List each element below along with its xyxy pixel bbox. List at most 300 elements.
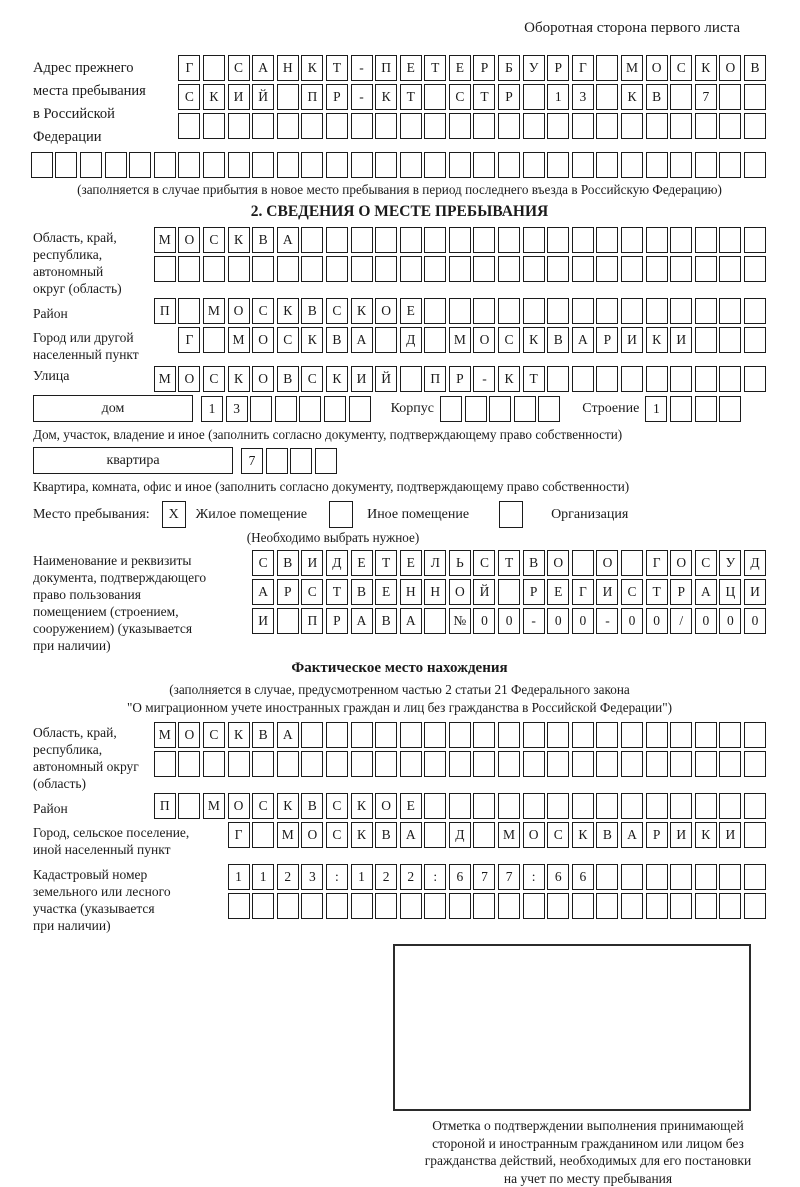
form-cell — [621, 893, 643, 919]
mesto-line — [33, 501, 766, 528]
form-cell — [277, 608, 299, 634]
form-cell — [473, 751, 495, 777]
form-cell — [523, 227, 545, 253]
gorod-label — [33, 327, 178, 363]
form-cell: К — [277, 298, 299, 324]
form-cell — [670, 864, 692, 890]
form-cell: В — [326, 327, 348, 353]
form-cell — [695, 864, 717, 890]
form-cell — [375, 751, 397, 777]
form-cell — [744, 822, 766, 848]
form-cell — [695, 298, 717, 324]
form-cell — [572, 793, 594, 819]
form-cell — [315, 448, 337, 474]
form-cell — [351, 113, 373, 139]
form-cell: Е — [375, 579, 397, 605]
form-cell — [449, 751, 471, 777]
form-cell — [326, 113, 348, 139]
gorod-block — [33, 327, 766, 363]
form-cell — [301, 152, 323, 178]
form-cell: К — [326, 366, 348, 392]
form-cell — [646, 298, 668, 324]
form-cell: К — [301, 55, 323, 81]
form-cell: Т — [400, 84, 422, 110]
form-cell: Т — [523, 366, 545, 392]
form-cell: И — [596, 579, 618, 605]
form-cell: Е — [351, 550, 373, 576]
form-cell — [252, 751, 274, 777]
form-cell: Г — [178, 327, 200, 353]
form-cell — [275, 396, 297, 422]
form-page — [33, 20, 766, 1187]
form-cell: А — [277, 227, 299, 253]
form-cell: В — [523, 550, 545, 576]
form-cell — [646, 793, 668, 819]
form-cell: О — [301, 822, 323, 848]
form-cell — [277, 113, 299, 139]
form-cell: И — [744, 579, 766, 605]
form-cell: С — [498, 327, 520, 353]
form-cell: Р — [449, 366, 471, 392]
form-cell: О — [473, 327, 495, 353]
form-cell: И — [301, 550, 323, 576]
fact-oblast-label — [33, 722, 154, 817]
form-cell: В — [596, 822, 618, 848]
form-cell — [498, 152, 520, 178]
form-cell — [55, 152, 77, 178]
form-cell — [351, 227, 373, 253]
stamp-caption — [373, 1117, 800, 1187]
form-cell: А — [621, 822, 643, 848]
form-cell: 0 — [621, 608, 643, 634]
form-cell: В — [375, 822, 397, 848]
form-cell — [719, 751, 741, 777]
form-cell: Т — [646, 579, 668, 605]
form-cell — [596, 152, 618, 178]
form-cell: О — [178, 366, 200, 392]
form-cell — [326, 751, 348, 777]
form-cell: М — [277, 822, 299, 848]
form-cell: Й — [375, 366, 397, 392]
form-cell: А — [400, 822, 422, 848]
document-row-2 — [252, 579, 766, 605]
form-cell: П — [375, 55, 397, 81]
form-cell — [266, 448, 288, 474]
form-cell: А — [277, 722, 299, 748]
form-cell — [252, 822, 274, 848]
form-cell: Г — [572, 55, 594, 81]
form-cell: О — [252, 327, 274, 353]
section3-title: Фактическое место нахождения — [33, 660, 766, 677]
form-cell — [719, 256, 741, 282]
form-cell — [473, 822, 495, 848]
form-cell: С — [449, 84, 471, 110]
form-cell — [695, 113, 717, 139]
form-cell — [178, 298, 200, 324]
form-cell — [375, 152, 397, 178]
caption-line: Отметка о подтверждении выполнения принимающей — [373, 1117, 800, 1135]
form-cell — [351, 722, 373, 748]
form-cell: О — [228, 793, 250, 819]
caption-line: на учет по месту пребывания — [373, 1170, 800, 1187]
form-cell — [670, 256, 692, 282]
form-cell — [596, 366, 618, 392]
form-cell — [646, 864, 668, 890]
form-cell — [301, 751, 323, 777]
prev-address-block — [33, 55, 766, 149]
form-cell — [695, 366, 717, 392]
form-cell — [621, 227, 643, 253]
mesto-opt2-label: Иное помещение — [367, 507, 469, 523]
ulitsa-row — [154, 366, 766, 392]
gorod-row — [178, 327, 766, 353]
kvartira-cells — [241, 448, 337, 474]
fact-oblast-raion-block — [33, 722, 766, 819]
form-cell — [228, 256, 250, 282]
stamp-box — [393, 944, 751, 1111]
form-cell: 0 — [744, 608, 766, 634]
form-cell: С — [695, 550, 717, 576]
form-cell: В — [744, 55, 766, 81]
form-cell: И — [252, 608, 274, 634]
form-cell: Ц — [719, 579, 741, 605]
label-line: населенный пункт — [33, 346, 178, 363]
form-cell — [498, 722, 520, 748]
form-cell: К — [523, 327, 545, 353]
document-row-3 — [252, 608, 766, 634]
form-cell — [670, 751, 692, 777]
form-cell — [547, 256, 569, 282]
form-cell: 1 — [252, 864, 274, 890]
form-cell — [154, 751, 176, 777]
form-cell — [621, 550, 643, 576]
form-cell — [572, 227, 594, 253]
form-cell: М — [498, 822, 520, 848]
form-cell — [498, 579, 520, 605]
form-cell — [596, 84, 618, 110]
form-cell — [523, 152, 545, 178]
form-cell: И — [719, 822, 741, 848]
form-cell — [301, 722, 323, 748]
form-cell — [572, 893, 594, 919]
form-cell: 3 — [301, 864, 323, 890]
form-cell — [719, 864, 741, 890]
form-cell: К — [375, 84, 397, 110]
form-cell — [400, 751, 422, 777]
form-cell — [695, 793, 717, 819]
form-cell — [178, 256, 200, 282]
form-cell: С — [547, 822, 569, 848]
form-cell — [596, 113, 618, 139]
label-line: Кадастровый номер — [33, 866, 228, 883]
form-cell: Ь — [449, 550, 471, 576]
form-cell — [489, 396, 511, 422]
form-cell — [547, 152, 569, 178]
form-cell: Е — [449, 55, 471, 81]
form-cell — [646, 366, 668, 392]
form-cell: Е — [400, 793, 422, 819]
form-cell — [547, 751, 569, 777]
form-cell: И — [621, 327, 643, 353]
form-cell — [351, 893, 373, 919]
form-cell: А — [252, 55, 274, 81]
form-cell — [154, 256, 176, 282]
form-cell: В — [547, 327, 569, 353]
form-cell: К — [621, 84, 643, 110]
form-cell — [178, 793, 200, 819]
form-cell — [203, 256, 225, 282]
form-cell: О — [670, 550, 692, 576]
form-cell: М — [154, 366, 176, 392]
prev-address-label — [33, 55, 178, 149]
form-cell — [203, 152, 225, 178]
form-cell: 0 — [719, 608, 741, 634]
mesto-label: Место пребывания: — [33, 507, 150, 523]
mesto-opt3-label: Организация — [551, 507, 628, 523]
form-cell: В — [301, 793, 323, 819]
form-cell: - — [351, 84, 373, 110]
form-cell: В — [252, 722, 274, 748]
section2-title: 2. СВЕДЕНИЯ О МЕСТЕ ПРЕБЫВАНИЯ — [33, 203, 766, 221]
form-cell — [744, 722, 766, 748]
form-cell — [596, 864, 618, 890]
label-line: участка (указывается — [33, 900, 228, 917]
form-cell: В — [375, 608, 397, 634]
form-cell: С — [301, 579, 323, 605]
form-cell — [621, 152, 643, 178]
form-cell — [473, 152, 495, 178]
form-cell: Д — [400, 327, 422, 353]
form-cell: № — [449, 608, 471, 634]
dom-note: Дом, участок, владение и иное (заполнить согласно документу, подтверждающему право собственности) — [33, 426, 766, 443]
form-cell — [719, 152, 741, 178]
form-cell — [424, 608, 446, 634]
form-cell — [572, 113, 594, 139]
form-cell — [351, 256, 373, 282]
form-cell: М — [154, 722, 176, 748]
form-cell: Р — [523, 579, 545, 605]
form-cell — [547, 893, 569, 919]
form-cell: О — [252, 366, 274, 392]
form-cell — [621, 722, 643, 748]
form-cell: П — [424, 366, 446, 392]
form-cell: П — [154, 793, 176, 819]
form-cell — [744, 227, 766, 253]
form-cell: И — [351, 366, 373, 392]
form-cell: 2 — [375, 864, 397, 890]
form-cell — [228, 152, 250, 178]
form-cell: 0 — [695, 608, 717, 634]
form-cell — [424, 84, 446, 110]
form-cell — [572, 152, 594, 178]
fact-oblast-row-1 — [154, 722, 766, 748]
form-cell — [375, 227, 397, 253]
form-cell: 0 — [498, 608, 520, 634]
form-cell — [547, 793, 569, 819]
form-cell — [498, 793, 520, 819]
form-cell — [670, 227, 692, 253]
form-cell: У — [719, 550, 741, 576]
form-cell — [449, 152, 471, 178]
form-cell: С — [326, 793, 348, 819]
form-cell — [326, 152, 348, 178]
form-cell — [596, 298, 618, 324]
form-cell — [719, 793, 741, 819]
form-cell — [621, 864, 643, 890]
form-cell — [596, 256, 618, 282]
label-line: места пребывания — [33, 80, 178, 103]
form-cell: 6 — [572, 864, 594, 890]
form-cell — [621, 298, 643, 324]
form-cell — [449, 113, 471, 139]
form-cell — [719, 327, 741, 353]
form-cell — [473, 893, 495, 919]
form-cell: И — [228, 84, 250, 110]
form-cell — [547, 722, 569, 748]
label-line: Адрес прежнего — [33, 57, 178, 80]
form-cell — [572, 298, 594, 324]
fact-gorod-rows — [228, 822, 766, 848]
form-cell — [277, 893, 299, 919]
form-cell: О — [375, 298, 397, 324]
form-cell: : — [424, 864, 446, 890]
form-cell: О — [596, 550, 618, 576]
form-cell — [695, 256, 717, 282]
form-cell — [596, 55, 618, 81]
label-line: документа, подтверждающего — [33, 569, 252, 586]
stroenie-cells — [645, 396, 741, 422]
form-cell: К — [695, 55, 717, 81]
form-cell — [252, 152, 274, 178]
form-cell — [719, 113, 741, 139]
form-cell — [523, 722, 545, 748]
form-cell — [400, 227, 422, 253]
form-cell — [695, 152, 717, 178]
caption-line: стороной и иностранным гражданином или лицом без — [373, 1135, 800, 1153]
form-cell — [473, 227, 495, 253]
form-cell: Д — [449, 822, 471, 848]
form-cell — [572, 722, 594, 748]
form-cell — [670, 722, 692, 748]
form-cell — [449, 893, 471, 919]
form-cell — [744, 84, 766, 110]
form-cell — [719, 366, 741, 392]
fact-oblast-raion-rows — [154, 722, 766, 819]
form-cell — [523, 113, 545, 139]
label-line: республика, — [33, 741, 154, 758]
form-cell: С — [301, 366, 323, 392]
form-cell: К — [351, 298, 373, 324]
form-cell — [621, 793, 643, 819]
page-title: Оборотная сторона первого листа — [33, 20, 766, 37]
form-cell — [670, 152, 692, 178]
label-line: Область, край, — [33, 724, 154, 741]
label-line: Область, край, — [33, 229, 154, 246]
form-cell — [301, 893, 323, 919]
form-cell: С — [670, 55, 692, 81]
ulitsa-label: Улица — [33, 366, 154, 385]
form-cell: 1 — [547, 84, 569, 110]
form-cell — [744, 298, 766, 324]
form-cell — [424, 822, 446, 848]
form-cell: К — [572, 822, 594, 848]
form-cell — [646, 152, 668, 178]
form-cell — [547, 366, 569, 392]
form-cell — [375, 113, 397, 139]
form-cell: С — [277, 327, 299, 353]
form-cell — [424, 152, 446, 178]
form-cell — [695, 751, 717, 777]
dom-box: дом — [33, 395, 193, 422]
form-cell — [375, 722, 397, 748]
form-cell — [129, 152, 151, 178]
checkbox-org — [499, 501, 523, 528]
form-cell: - — [473, 366, 495, 392]
form-cell — [299, 396, 321, 422]
form-cell — [523, 893, 545, 919]
form-cell: Р — [547, 55, 569, 81]
stroenie-label: Строение — [576, 401, 645, 417]
form-cell: К — [203, 84, 225, 110]
kadastr-row-2 — [228, 893, 766, 919]
form-cell — [719, 396, 741, 422]
form-cell: Р — [670, 579, 692, 605]
form-cell: 1 — [228, 864, 250, 890]
form-cell — [449, 722, 471, 748]
form-cell — [498, 113, 520, 139]
form-cell: С — [228, 55, 250, 81]
fact-gorod-block — [33, 822, 766, 858]
form-cell: С — [252, 793, 274, 819]
form-cell: В — [252, 227, 274, 253]
form-cell: Б — [498, 55, 520, 81]
form-cell — [375, 256, 397, 282]
form-cell: 1 — [645, 396, 667, 422]
form-cell — [523, 793, 545, 819]
form-cell — [719, 722, 741, 748]
form-cell — [473, 793, 495, 819]
form-cell — [744, 113, 766, 139]
form-cell — [203, 327, 225, 353]
form-cell — [744, 366, 766, 392]
form-cell — [31, 152, 53, 178]
form-cell: Л — [424, 550, 446, 576]
form-cell: К — [228, 227, 250, 253]
form-cell: С — [203, 227, 225, 253]
form-cell: В — [646, 84, 668, 110]
form-cell: К — [228, 722, 250, 748]
form-cell — [670, 84, 692, 110]
form-cell — [695, 227, 717, 253]
form-cell — [326, 722, 348, 748]
form-cell: О — [228, 298, 250, 324]
fact-gorod-row — [228, 822, 766, 848]
form-cell: О — [449, 579, 471, 605]
ulitsa-block — [33, 366, 766, 392]
form-cell — [424, 793, 446, 819]
form-cell: 6 — [449, 864, 471, 890]
form-cell — [424, 256, 446, 282]
document-label — [33, 550, 252, 654]
form-cell — [596, 893, 618, 919]
mesto-opt1-label: Жилое помещение — [196, 507, 307, 523]
form-cell — [719, 893, 741, 919]
checkbox-inoe — [329, 501, 353, 528]
form-cell — [424, 327, 446, 353]
form-cell — [473, 722, 495, 748]
form-cell — [203, 55, 225, 81]
form-cell — [228, 893, 250, 919]
